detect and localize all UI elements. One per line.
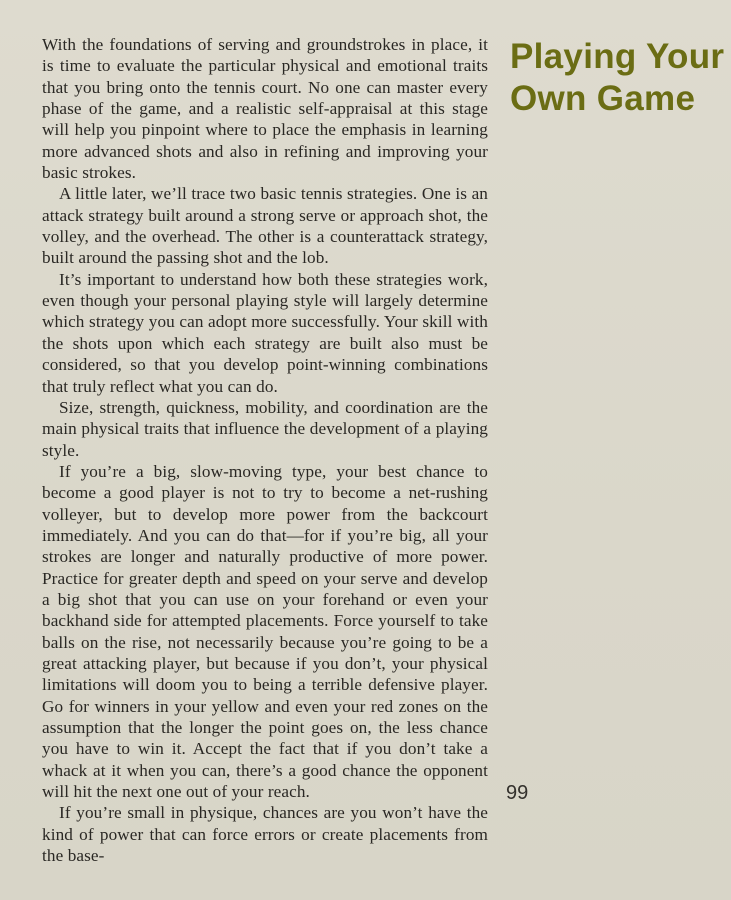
chapter-title: Playing Your Own Game — [510, 37, 725, 118]
paragraph-1: With the foundations of serving and groundstrokes in place, it is time to evaluate the particular physical and emotional traits that you bring onto the tennis court. No one can master every phase of the game, and a realistic self-appraisal at this stage will help you pinpoint where to place the emphasis in learning more advanced shots and also in refining and improving your basic strokes. — [42, 35, 488, 183]
page-number: 99 — [506, 782, 529, 804]
paragraph-3: It’s important to understand how both these strategies work, even though your personal playing style will largely determine which strategy you can adopt more successfully. Your skill with the shots upon which each strategy are built also must be considered, so that you develop point-winning combinations that truly reflect what you can do. — [42, 269, 488, 396]
paragraph-5: If you’re a big, slow-moving type, your best chance to become a good player is not to try to become a net-rushing volleyer, but to develop more power from the backcourt immediately. And you can do that—for if you’re big, all your strokes are longer and naturally productive of more power. Practice for greater depth and speed on your serve and develop a big shot that you can use on your forehand or even your backhand side for attempted placements. Force yourself to take balls on the rise, not necessarily because you’re going to be a great attacking player, but because if you don’t, your physical limitations will doom you to being a terrible defensive player. Go for winners in your yellow and even your red zones on the assumption that the longer the point goes on, the less chance you have to win it. Accept the fact that if you don’t take a whack at it when you can, there’s a good chance the opponent will hit the next one out of your reach. — [42, 461, 488, 802]
paragraph-4: Size, strength, quickness, mobility, and coordination are the main physical traits that influence the development of a playing style. — [42, 397, 488, 460]
paragraph-6: If you’re small in physique, chances are you won’t have the kind of power that can force errors or create placements from the base- — [42, 803, 488, 866]
paragraph-2: A little later, we’ll trace two basic tennis strategies. One is an attack strategy built around a strong serve or approach shot, the volley, and the overhead. The other is a counterattack strategy, built around the passing shot and the lob. — [42, 184, 488, 268]
body-text — [42, 34, 488, 866]
